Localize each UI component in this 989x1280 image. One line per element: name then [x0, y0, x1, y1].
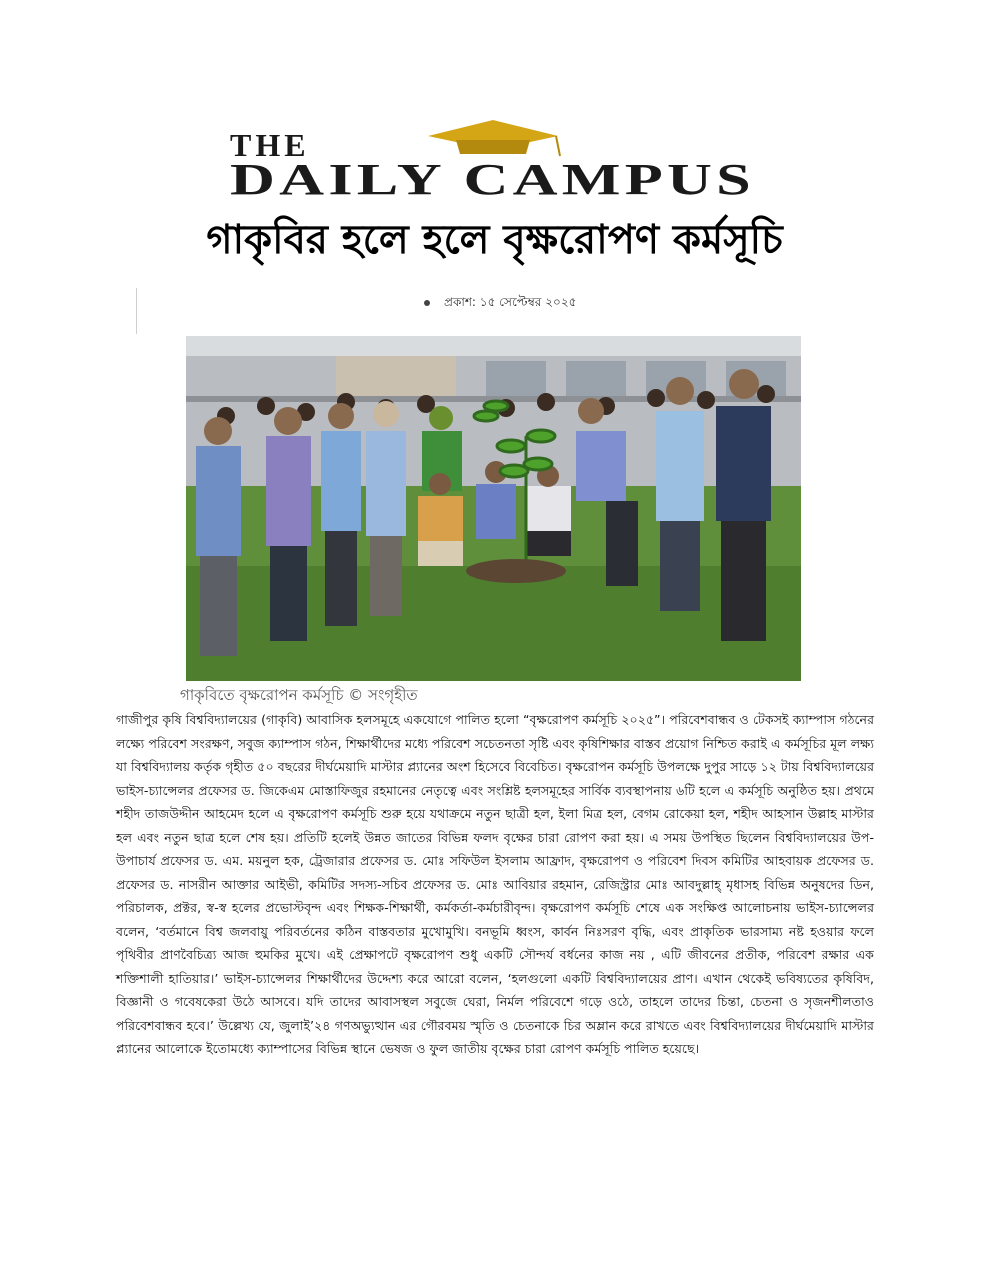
publish-date-text: প্রকাশ: ১৫ সেপ্টেম্বর ২০২৫ [444, 295, 577, 309]
bullet-icon [424, 300, 430, 306]
article-photo [186, 336, 801, 681]
logo-line-daily-campus: DAILY CAMPUS [230, 155, 755, 200]
newspaper-logo [228, 118, 758, 200]
publish-date [424, 294, 576, 314]
photo-caption: গাকৃবিতে বৃক্ষরোপন কর্মসূচি © সংগৃহীত [180, 686, 418, 704]
article-headline: গাকৃবির হলে হলে বৃক্ষরোপণ কর্মসূচি [206, 217, 783, 263]
daily-campus-logo-graphic [228, 118, 758, 200]
tree-planting-photo [186, 336, 801, 681]
logo-line-the: THE [230, 127, 310, 163]
divider-line [136, 288, 137, 334]
article-body: গাজীপুর কৃষি বিশ্ববিদ্যালয়ের (গাকৃবি) আবাসিক হলসমূহে একযোগে পালিত হলো “বৃক্ষরোপণ কর্মসূচি ২০২৫”। পরিবেশবান্ধব ও টেকসই ক্যাম্পাস গঠনের লক্ষ্যে পরিবেশ সংরক্ষণ, সবুজ ক্যাম্পাস গঠন, শিক্ষার্থীদের মধ্যে পরিবেশ সচেতনতা সৃষ্টি এবং কৃষিশিক্ষার বাস্তব প্রয়োগ নিশ্চিত করাই এ কর্মসূচির মূল লক্ষ্য যা বিশ্ববিদ্যালয় কর্তৃক গৃহীত ৫০ বছরের দীর্ঘমেয়াদি মাস্টার প্ল্যানের অংশ হিসেবে বিবেচিত। বৃক্ষরোপন কর্মসূচি উপলক্ষে দুপুর সাড়ে ১২ টায় বিশ্ববিদ্যালয়ের ভাইস-চ্যান্সেলর প্রফেসর ড. জিকেএম মোস্তাফিজুর রহমানের নেতৃত্বে এবং সংশ্লিষ্ট হলসমূহের সার্বিক ব্যবস্থাপনায় ৬টি হলে এ কর্মসূচি অনুষ্ঠিত হয়। প্রথমে শহীদ তাজউদ্দীন আহমেদ হলে এ বৃক্ষরোপণ কর্মসূচি শুরু হয়ে যথাক্রমে নতুন ছাত্রী হল, ইলা মিত্র হল, বেগম রোকেয়া হল, শহীদ আহসান উল্লাহ মাস্টার হল এবং নতুন ছাত্র হলে শেষ হয়। প্রতিটি হলেই উন্নত জাতের বিভিন্ন ফলদ বৃক্ষের চারা রোপণ করা হয়। এ সময় উপস্থিত ছিলেন বিশ্ববিদ্যালয়ের উপ-উপাচার্য প্রফেসর ড. এম. ময়নুল হক, ট্রেজারার প্রফেসর ড. মোঃ সফিউল ইসলাম আফ্রাদ, বৃক্ষরোপণ ও পরিবেশ দিবস কমিটির আহবায়ক প্রফেসর ড. প্রফেসর ড. নাসরীন আক্তার আইভী, কমিটির সদস্য-সচিব প্রফেসর ড. মোঃ আবিয়ার রহমান, রেজিস্ট্রার মোঃ আবদুল্লাহ্ মৃধাসহ বিভিন্ন অনুষদের ডিন, পরিচালক, প্রক্টর, স্ব-স্ব হলের প্রভোস্টবৃন্দ এবং শিক্ষক-শিক্ষার্থী, কর্মকর্তা-কর্মচারীবৃন্দ। বৃক্ষরোপণ কর্মসূচি শেষে এক সংক্ষিপ্ত আলোচনায় ভাইস-চ্যান্সেলর বলেন, ‘বর্তমানে বিশ্ব জলবায়ু পরিবর্তনের কঠিন বাস্তবতার মুখোমুখি। বনভূমি ধ্বংস, কার্বন নিঃসরণ বৃদ্ধি, এবং প্রাকৃতিক ভারসাম্য নষ্ট হওয়ার ফলে পৃথিবীর প্রাণবৈচিত্র্য আজ হুমকির মুখে। এই প্রেক্ষাপটে বৃক্ষরোপণ শুধু একটি সৌন্দর্য বর্ধনের কাজ নয় , এটি জীবনের প্রতীক, পরিবেশ রক্ষার এক শক্তিশালী হাতিয়ার।’ ভাইস-চ্যান্সেলর শিক্ষার্থীদের উদ্দেশ্য করে আরো বলেন, ‘হলগুলো একটি বিশ্ববিদ্যালয়ের প্রাণ। এখান থেকেই ভবিষ্যতের কৃষিবিদ, বিজ্ঞানী ও গবেষকেরা উঠে আসবে। যদি তাদের আবাসস্থল সবুজে ঘেরা, নির্মল পরিবেশে গড়ে ওঠে, তাহলে তাদের চিন্তা, চেতনা ও সৃজনশীলতাও পরিবেশবান্ধব হবে।’ উল্লেখ্য যে, জুলাই’২৪ গণঅভ্যুত্থান এর গৌরবময় স্মৃতি ও চেতনাকে চির অম্লান করে রাখতে এবং বিশ্ববিদ্যালয়ের দীর্ঘমেয়াদি মাস্টার প্ল্যানের আলোকে ইতোমধ্যে ক্যাম্পাসের বিভিন্ন স্থানে ভেষজ ও ফুল জাতীয় বৃক্ষের চারা রোপণ কর্মসূচি পালিত হয়েছে। [116, 712, 874, 1056]
